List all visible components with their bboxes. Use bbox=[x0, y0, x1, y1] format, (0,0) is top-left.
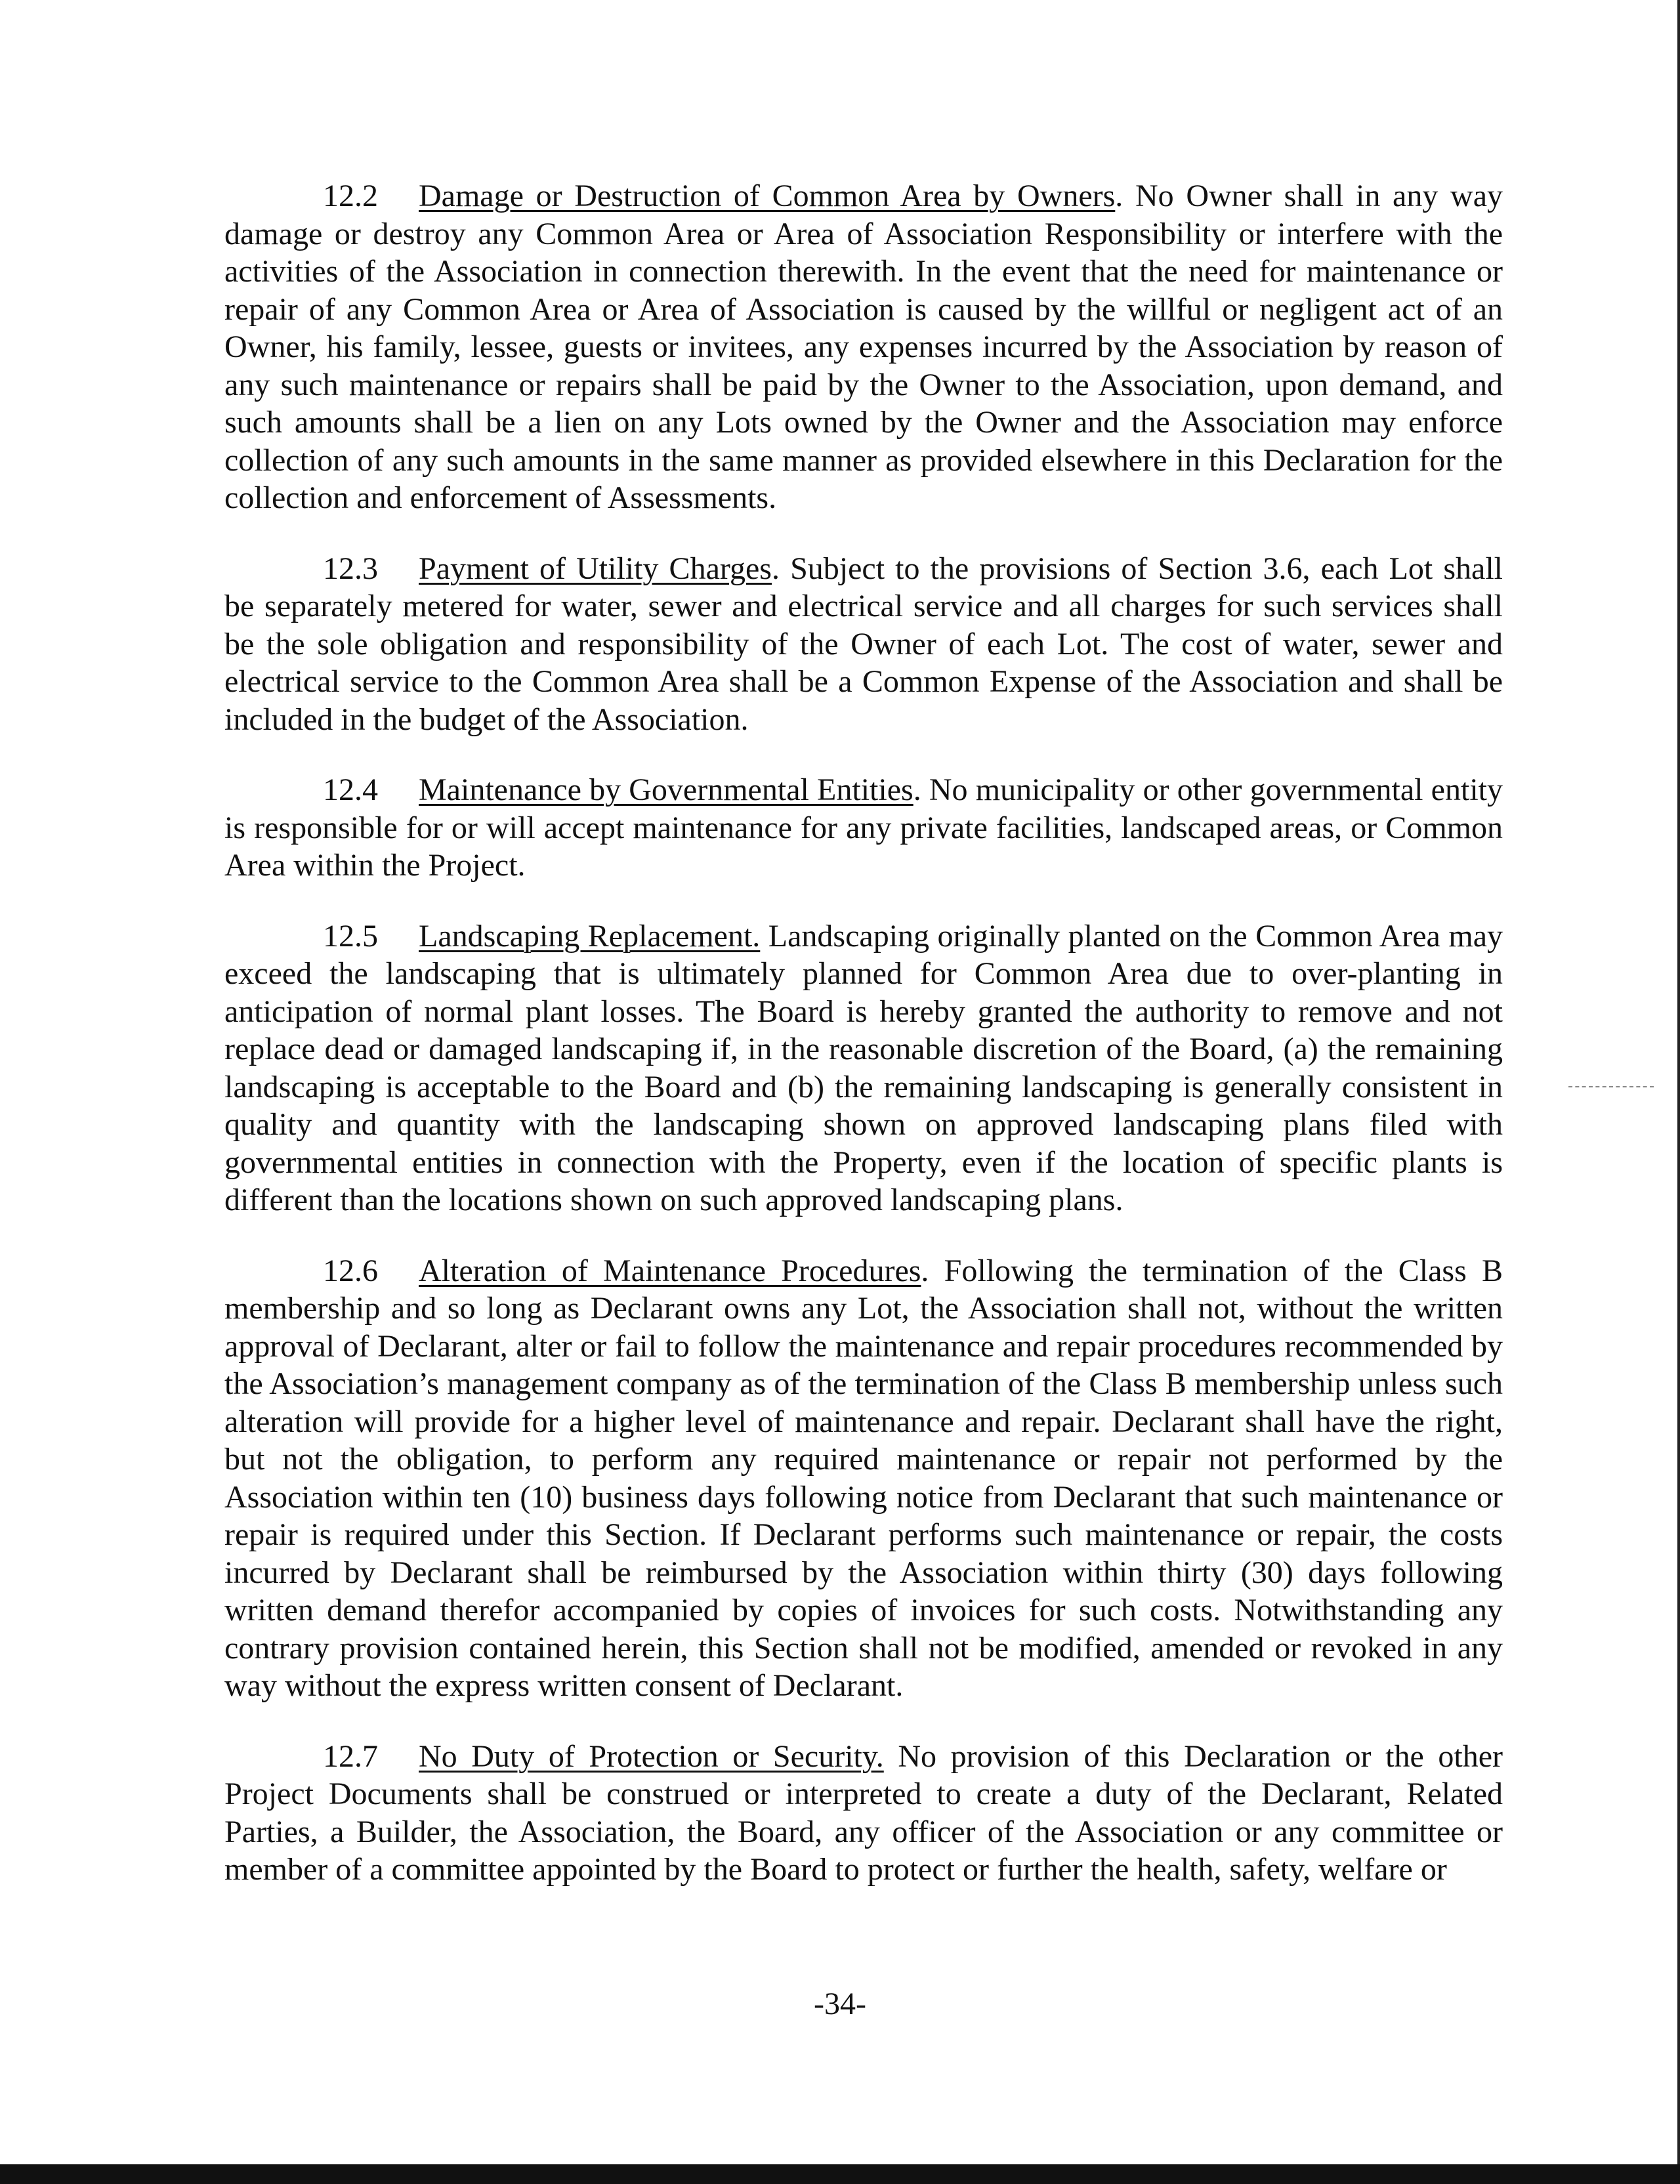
page-number: -34- bbox=[814, 1986, 866, 2021]
section-number: 12.4 bbox=[323, 772, 378, 807]
scan-bottom-border bbox=[0, 2164, 1680, 2184]
section-heading: Alteration of Maintenance Procedures bbox=[419, 1253, 921, 1288]
section-heading: Maintenance by Governmental Entities bbox=[419, 772, 914, 807]
section-12-3 bbox=[224, 550, 1503, 739]
section-number: 12.5 bbox=[323, 918, 378, 954]
section-paragraph bbox=[224, 550, 1503, 739]
section-12-6 bbox=[224, 1252, 1503, 1705]
scan-artifact-line bbox=[1568, 1086, 1654, 1087]
section-12-2 bbox=[224, 177, 1503, 517]
section-12-5 bbox=[224, 917, 1503, 1219]
section-12-7 bbox=[224, 1738, 1503, 1889]
section-heading: Payment of Utility Charges bbox=[419, 551, 772, 586]
section-body: No provision of this Declaration or the other Project Documents shall be construed or interpreted to create a duty of the Declarant, Related Parties, a Builder, the Association, the Board, any officer of the Association or any committee or member of a committee appointed by the Board to protect or further the health, safety, welfare or bbox=[224, 1738, 1503, 1887]
scan-right-edge bbox=[1677, 0, 1680, 2184]
section-number: 12.2 bbox=[323, 178, 378, 213]
section-heading: Damage or Destruction of Common Area by Owners bbox=[419, 178, 1116, 213]
section-number: 12.3 bbox=[323, 551, 378, 586]
page-body bbox=[224, 177, 1503, 1922]
section-body: . No Owner shall in any way damage or destroy any Common Area or Area of Association Responsibility or interfere with the activities of the Association in connection therewith. In the event that the need for maintenance or repair of any Common Area or Area of Association is caused by the willful or negligent act of an Owner, his family, lessee, guests or invitees, any expenses incurred by the Association by reason of any such maintenance or repairs shall be paid by the Owner to the Association, upon demand, and such amounts shall be a lien on any Lots owned by the Owner and the Association may enforce collection of any such amounts in the same manner as provided elsewhere in this Declaration for the collection and enforcement of Assessments. bbox=[224, 178, 1503, 515]
section-12-4 bbox=[224, 771, 1503, 885]
section-paragraph bbox=[224, 917, 1503, 1219]
section-heading: No Duty of Protection or Security. bbox=[419, 1738, 884, 1774]
section-paragraph bbox=[224, 177, 1503, 517]
section-body: . Following the termination of the Class B membership and so long as Declarant owns any Lot, the Association shall not, without the written approval of Declarant, alter or fail to follow the maintenance and repair procedures recommended by the Association’s management company as of the termination of the Class B membership unless such alteration will provide for a higher level of maintenance and repair. Declarant shall have the right, but not the obligation, to perform any required maintenance or repair not performed by the Association within ten (10) business days following notice from Declarant that such maintenance or repair is required under this Section. If Declarant performs such maintenance or repair, the costs incurred by Declarant shall be reimbursed by the Association within thirty (30) days following written demand therefor accompanied by copies of invoices for such costs. Notwithstanding any contrary provision contained herein, this Section shall not be modified, amended or revoked in any way without the express written consent of Declarant. bbox=[224, 1253, 1503, 1703]
section-body: Landscaping originally planted on the Common Area may exceed the landscaping that is ultimately planned for Common Area due to over-planting in anticipation of normal plant losses. The Board is hereby granted the authority to remove and not replace dead or damaged landscaping if, in the reasonable discretion of the Board, (a) the remaining landscaping is acceptable to the Board and (b) the remaining landscaping is generally consistent in quality and quantity with the landscaping shown on approved landscaping plans filed with governmental entities in connection with the Property, even if the location of specific plants is different than the locations shown on such approved landscaping plans. bbox=[224, 918, 1503, 1217]
section-heading: Landscaping Replacement. bbox=[419, 918, 761, 954]
section-paragraph bbox=[224, 1252, 1503, 1705]
section-number: 12.7 bbox=[323, 1738, 378, 1774]
section-paragraph bbox=[224, 771, 1503, 885]
section-body: . No municipality or other governmental entity is responsible for or will accept maintenance for any private facilities, landscaped areas, or Common Area within the Project. bbox=[224, 772, 1503, 883]
section-body: . Subject to the provisions of Section 3.6, each Lot shall be separately metered for water, sewer and electrical service and all charges for such services shall be the sole obligation and responsibility of the Owner of each Lot. The cost of water, sewer and electrical service to the Common Area shall be a Common Expense of the Association and shall be included in the budget of the Association. bbox=[224, 551, 1503, 737]
section-number: 12.6 bbox=[323, 1253, 378, 1288]
section-paragraph bbox=[224, 1738, 1503, 1889]
